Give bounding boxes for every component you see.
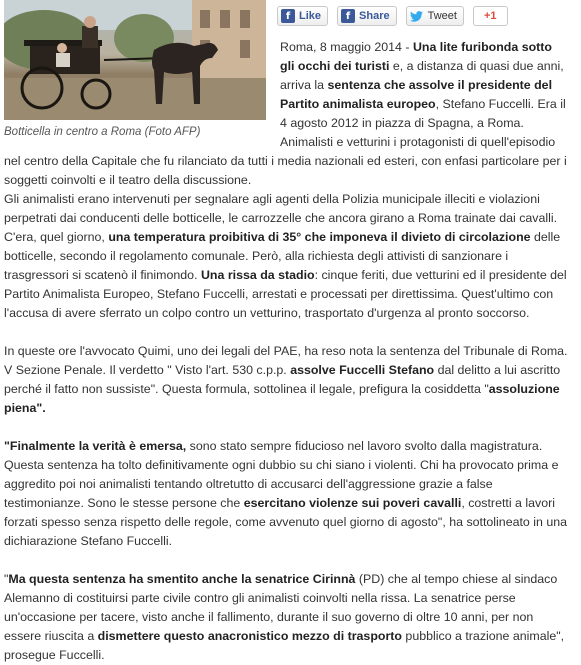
bold-text: Ma questa sentenza ha smentito anche la senatrice Cirinnà [8, 572, 356, 586]
facebook-icon: f [341, 9, 355, 23]
bold-text: dismettere questo anacronistico mezzo di trasporto [97, 629, 402, 643]
text: dal delitto a lui ascritto perché il fatto non sussiste". Questa formula, sottolinea il legale, prefigura la cosiddetta " [4, 363, 561, 396]
carriage-illustration [4, 0, 266, 120]
facebook-like-button[interactable] [277, 6, 328, 26]
paragraph-2 [4, 190, 569, 323]
twitter-bird-icon [410, 9, 424, 23]
bold-text: "Finalmente la verità è emersa, [4, 439, 187, 453]
text: , costretti a lavori forzati spesso senza rispetto delle regole, come avvenuto quel giorno di agosto", ha sottolineato in una dichiarazione Stefano Fuccelli. [4, 496, 568, 548]
facebook-like-label: Like [299, 9, 322, 22]
text: delle botticelle, secondo il regolamento comunale. Però, alla richiesta degli attivisti di sanzionare i trasgressori si scatenò il finimondo. [4, 230, 561, 282]
text: , Stefano Fuccelli. Era il 4 agosto 2012 in piazza di Spagna, a Roma. Animalisti e vetturini i protagonisti di quell'episodio nel centro della Capitale che fu rilanciato da tutti i media nazionali ed esteri, con enfasi particolare per i soggetti coinvolti e il teatro della discussione. [4, 97, 567, 187]
text: Roma, 8 maggio 2014 - [280, 40, 413, 54]
google-plus-one-button[interactable] [473, 6, 508, 26]
paragraph-5 [4, 570, 569, 665]
text: e, a distanza di quasi due anni, arriva la [280, 59, 564, 92]
article-figure [4, 0, 266, 141]
tweet-label: Tweet [427, 9, 457, 22]
botticella-photo [4, 0, 266, 120]
tweet-button[interactable] [406, 6, 464, 26]
text: : cinque feriti, due vetturini ed il presidente del Partito Animalista Europeo, Stefano Fuccelli, arrestati e processati per direttissima. Quest'ultimo con l'accusa di avere sferrato un colpo contro un vetturino, trasportato d'urgenza al pronto soccorso. [4, 268, 567, 320]
facebook-share-button[interactable] [337, 6, 397, 26]
facebook-icon: f [281, 9, 295, 23]
photo-caption: Botticella in centro a Roma (Foto AFP) [4, 126, 201, 138]
google-plus-label: +1 [483, 9, 497, 22]
text: pubblico a trazione animale", prosegue Fuccelli. [4, 629, 565, 662]
text: Gli animalisti erano intervenuti per segnalare agli agenti della Polizia municipale illeciti e violazioni perpetrati dai conducenti delle botticelle, le carrozzelle che ancora girano a Roma trainate dai cavalli. C'era, quel giorno, [4, 192, 558, 244]
paragraph-4 [4, 437, 569, 551]
bold-text: sentenza che assolve il presidente del Partito animalista europeo [280, 78, 553, 111]
text: sono stato sempre fiducioso nel lavoro svolto dalla magistratura. Questa sentenza ha tolto definitivamente ogni dubbio su chi siano i violenti. Chi ha provocato prima e aggredito poi noi animalisti tentando oltretutto di accusarci dell'aggressione grazie a false testimonianze. Sono le stesse persone che [4, 439, 559, 510]
share-bar [277, 6, 508, 28]
bold-text: una temperatura proibitiva di 35° che imponeva il divieto di circolazione [108, 230, 531, 244]
bold-text: Una rissa da stadio [200, 268, 315, 282]
bold-text: assoluzione piena". [4, 382, 560, 415]
text: (PD) che al tempo chiese al sindaco Alemanno di costituirsi parte civile contro gli animalisti coinvolti nella rissa. La senatrice perse un'occasione per tacere, visto anche il fallimento, durante il suo governo di oltre 10 anni, per non essere riuscita a [4, 572, 558, 643]
text: " [4, 572, 9, 586]
paragraph-3 [4, 342, 569, 418]
bold-text: esercitano violenze sui poveri cavalli [243, 496, 462, 510]
facebook-share-label: Share [359, 9, 390, 22]
text: In queste ore l'avvocato Quimi, uno dei legali del PAE, ha reso nota la sentenza del Tribunale di Roma. V Sezione Penale. Il verdetto " Visto l'art. 530 c.p.p. [4, 344, 568, 377]
bold-text: assolve Fuccelli Stefano [290, 363, 435, 377]
bold-text: Una lite furibonda sotto gli occhi dei turisti [280, 40, 552, 73]
